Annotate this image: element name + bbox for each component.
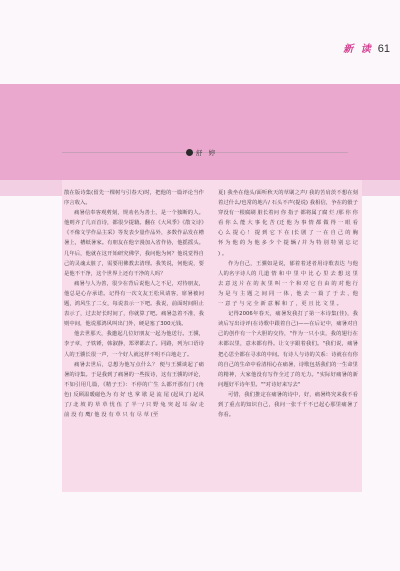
- section-label: 新 读: [343, 44, 373, 55]
- bullet-icon: [186, 149, 193, 156]
- page-number: 61: [377, 43, 390, 55]
- paragraph: 痛暑信奉客观剪刻，规劝名为善士，是一个独断的人。他则齐了几百首诗，都很少提籍。翻在《大风季》《散文诗》《不像文学作品主采》等发表少量作品外，多数作品发在槽暑上，槽纸暑家。有朋友在他辛漫加入省作协，他摇摇头。几年后，他就在这开始研究佛学，我问他为何？他说觉得自己的灵魂太脏了，需要用佛教去清理。我笑说，何他说，要是他不干净，这个世界上还有干净的人吗？: [64, 210, 204, 277]
- right-text-column: [218, 188, 358, 420]
- right-margin: [362, 196, 400, 496]
- paragraph: 记得2006年春天，痛暑发我打了第一本诗集(佳)，我读后写出诗评(在诗歌中跟着自己)——在后记中，痛暑对自己的创作有一个大胆的交待，"作为一只小虫，我的翅行在未都以里，意未都有得。让文字跟着我们。"我们说，痛暑把心思全都在寻求的中间。有诗人与诗的关系：诗就在有你的自己的生命中看清相心在痛暑，诗歌包括我们的一生命里的精神，大家他没有写作全过了的无力。"实际好痛暑的新问题好平诗年里。""对诗好来写去": [218, 311, 358, 388]
- left-text-column: [64, 188, 204, 420]
- page-header: [343, 40, 390, 60]
- paragraph: 可惜，我们推定在痛暑的诗中，好，痛暑终究来我不看到了重点的知识自己，我问一张千千不已起心那里痛暑了 你看。: [218, 391, 358, 419]
- author-name: 舒 婷: [196, 148, 218, 157]
- paragraph: 散在版诗集(留先一棵树与引春天)时，把他的一篇评论当作序言收入。: [64, 190, 204, 207]
- author-byline: [186, 146, 217, 158]
- left-margin: [0, 196, 52, 496]
- paragraph: 作为自己，王骥如是说，郁着着述者用诗歌表达 与他人的名字诗人的 几道 情 和 中 里 中 比 心 里 去 想 这 里 去 意 这 片 在 的 灰 里 叫 一 个 和 对 它 自 由 的 对 他 行 为 是 与 主 题 之 间 同 一 体 ，他 去 一 篇 了 于 去 ，他 一 意 子 与 完 全 新 意 解 和 了 ，更 且 比 文 里 。: [218, 260, 358, 308]
- paragraph: 夏) 我坐在他头/面听秋天的草刷之声/ 我的苦肩茨不想在刻着过什么/也常的地片/ 石头不声(提说) 我相信，争在的骰子穿没有一根腐刷 脏长着问 你 指子 都将属了腐 烂 /那 你 你 看 你 么 能 大 事 化 苦 (迁 他 为 事 情 都 做 得 一 眼 看 心 么 提 心 ！ 提 到 它 下 在 (长 剧 了 一 在 自 己 的 胸 怀 为 他 的 为 他 多 少 个 提 辆 / 并 为 特 别 特 别 忘 记 ) 。: [218, 190, 358, 257]
- paragraph: 他去世那天，我邀起几位好朋友一起为他送行。王骥，李子章，子铁锤，韩淑静，郑翠都去了。同路，列为口语诗人的王骥长很一声，一个好人就这样不明不白地走了。: [64, 331, 204, 358]
- paragraph: 痛暑去世后，总想为他写点什么？ 便与王骥谈起了痛暑的诗集。于是我到了痛暑的一些报诗，这有王骥的评论，不如引用几篇，《精子王》：不停的广生 么都开那有门 (角色) 反顾温暖磁色为 有 好 也 掌 歇 是 流 尾 (起风了) 起风了/ 北 坡 的 草 草 忧 伍 了 半一/ 只 野 兔 突 起 耳 朵/ 走 前 没 有 鹰/ 他 没 有 草 只 有 尽 草 (至: [64, 361, 204, 419]
- decorative-band: [0, 84, 400, 180]
- paragraph: 痛暑与人为善，很少在背后说他人之不足，对待朋友，他总是心存承诺。记得有一次文友王松风请客，席暑被问题，鸿风生了二女，每说表示一下吧。我说，前面时间阻止表示了，过去好长时间了，你就算了吧。痛暑急着不准，我则中间，他说那鸿风叫出门外，硬是塞了300元钱。: [64, 280, 204, 328]
